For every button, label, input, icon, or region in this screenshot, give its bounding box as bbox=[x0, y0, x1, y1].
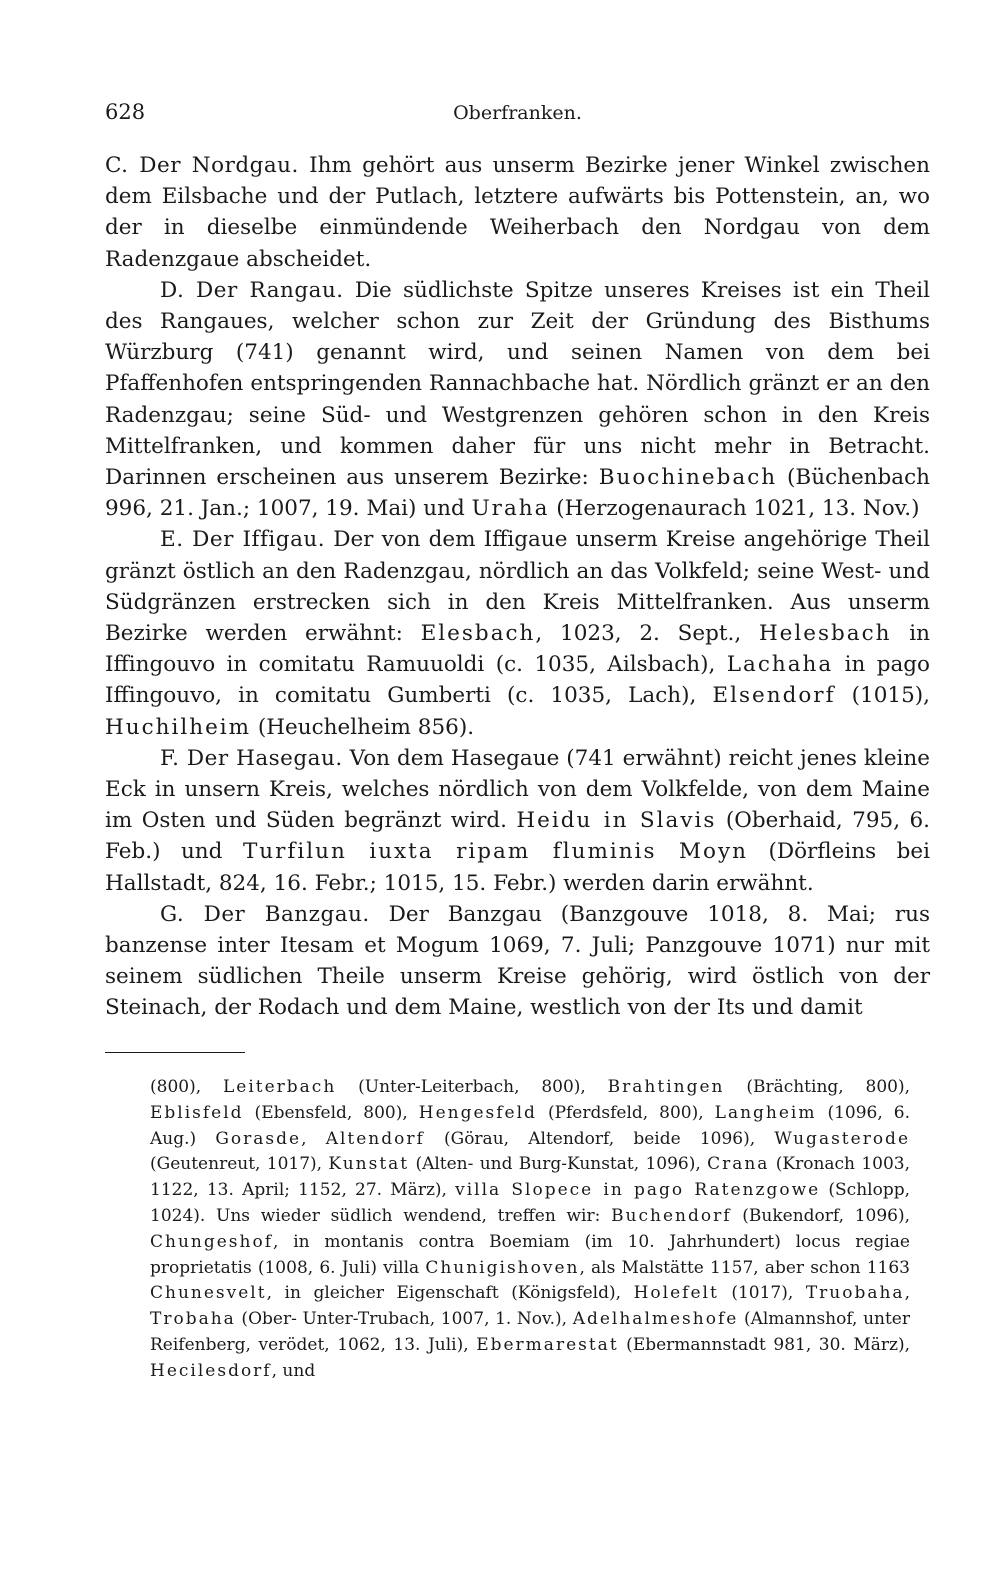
text: (Ebermannstadt 981, 30. März), bbox=[618, 1334, 910, 1355]
text: (Alten- und Burg-Kunstat, 1096), bbox=[409, 1154, 708, 1175]
footnote-paragraph bbox=[150, 1075, 910, 1385]
text: , bbox=[904, 1283, 910, 1304]
text: (Görau, Altendorf, beide 1096), bbox=[424, 1128, 775, 1149]
text: (Almannshof, unter Reifenberg, verödet, 1062, 13. Juli), bbox=[150, 1309, 910, 1355]
text: , und bbox=[271, 1360, 316, 1381]
text: (Unter-Leiterbach, 800), bbox=[336, 1077, 608, 1097]
place-name: Hecilesdorf bbox=[150, 1360, 272, 1381]
place-name: Huchilheim bbox=[105, 714, 252, 740]
paragraph-rangau bbox=[105, 275, 930, 525]
place-name: Gorasde bbox=[215, 1128, 302, 1149]
section-heading: C. Der Nordgau. bbox=[105, 153, 299, 178]
place-name: Truobaha bbox=[805, 1283, 905, 1304]
text: (Ebensfeld, 800), bbox=[243, 1102, 419, 1123]
paragraph-iffigau bbox=[105, 524, 930, 742]
place-name: Chunigishoven bbox=[425, 1257, 580, 1278]
text: , als Malstätte 1157, aber schon 1163 bbox=[579, 1257, 910, 1278]
text: (1017), bbox=[718, 1283, 806, 1304]
text: (Herzogenaurach 1021, 13. Nov.) bbox=[549, 496, 920, 522]
place-name: Trobaha bbox=[150, 1309, 236, 1330]
text: (Ober- Unter-Trubach, 1007, 1. Nov.), bbox=[235, 1309, 573, 1330]
footnote-rule bbox=[105, 1052, 245, 1053]
section-heading: G. Der Banzgau. bbox=[160, 901, 370, 927]
place-name: Altendorf bbox=[325, 1128, 425, 1149]
place-name: Hengesfeld bbox=[418, 1102, 537, 1123]
text: (Dörfleins bei Hallstadt, 824, 16. Febr.; 1015, 15. Febr.) werden darin erwähnt. bbox=[105, 839, 930, 896]
text: (800), bbox=[150, 1077, 223, 1097]
text: (Geutenreut, 1017), bbox=[150, 1154, 329, 1175]
place-name: Brahtingen bbox=[607, 1077, 725, 1097]
place-name: Crana bbox=[707, 1154, 770, 1175]
place-name: Chunesvelt bbox=[150, 1283, 267, 1304]
text: (Pferdsfeld, 800), bbox=[536, 1102, 715, 1123]
place-name: Buochinebach bbox=[598, 465, 778, 491]
text: (Brächting, 800), bbox=[724, 1077, 911, 1097]
place-name: Uraha bbox=[471, 496, 550, 522]
place-name: Elsendorf bbox=[712, 683, 836, 709]
text: , in gleicher Eigenschaft (Königsfeld), bbox=[266, 1283, 634, 1304]
text: , bbox=[301, 1128, 326, 1149]
text: (Oberhaid, 795, 6. Feb.) und bbox=[105, 808, 930, 865]
place-name: Helesbach bbox=[758, 621, 892, 647]
place-name: Adelhalmeshofe bbox=[572, 1309, 739, 1330]
text: in Iffingouvo in comitatu Ramuuoldi (c. 1035, Ailsbach), bbox=[105, 621, 931, 678]
page-header bbox=[105, 100, 930, 132]
text: Der von dem Iffigaue unserm Kreise angehörige Theil gränzt östlich an den Radenzgau, nördlich an das Volkfeld; seine West- und Südgränzen erstrecken sich in den Kreis Mittelfranken. Aus unserm Bezirke werden erwähnt: bbox=[105, 527, 931, 647]
text: Die südlichste Spitze unseres Kreises ist ein Theil des Rangaues, welcher schon zur Zeit der Gründung des Bisthums Würzburg (741) genannt wird, und seinen Namen von dem bei Pfaffenhofen entspringenden Rannachbache hat. Nördlich gränzt er an den Radenzgau; seine Süd- und Westgrenzen gehören schon in den Kreis Mittelfranken, und kommen daher für uns nicht mehr in Betracht. Darinnen erscheinen aus unserem Bezirke: bbox=[105, 277, 931, 491]
text: , 1023, 2. Sept., bbox=[535, 621, 759, 647]
place-name: Chungeshof bbox=[150, 1231, 273, 1252]
text: (1015), bbox=[835, 683, 930, 709]
text: (Heuchelheim 856). bbox=[251, 714, 475, 740]
paragraph-banzgau bbox=[105, 899, 930, 1024]
text: in pago Iffingouvo, in comitatu Gumberti (c. 1035, Lach), bbox=[105, 652, 930, 709]
paragraph-hasegau bbox=[105, 743, 930, 899]
place-name: Eblisfeld bbox=[150, 1102, 244, 1123]
place-name: Kunstat bbox=[328, 1154, 410, 1175]
text: (Büchenbach 996, 21. Jan.; 1007, 19. Mai) und bbox=[105, 465, 931, 522]
text: (Kronach 1003, 1122, 13. April; 1152, 27. März), bbox=[150, 1154, 910, 1201]
place-name: Holefelt bbox=[633, 1283, 719, 1304]
text: Von dem Hasegaue (741 erwähnt) reicht jenes kleine Eck in unsern Kreis, welches nördlich von dem Volkfelde, von dem Maine im Osten und Süden begränzt wird. bbox=[105, 745, 930, 834]
place-name: Buchendorf bbox=[611, 1205, 732, 1226]
page-number: 628 bbox=[105, 100, 146, 124]
text: Ihm gehört aus unserm Bezirke jener Winkel zwischen dem Eilsbache und der Putlach, letztere aufwärts bis Pottenstein, an, wo der in dieselbe einmündende Weiherbach den Nordgau von dem Radenzgaue abscheidet. bbox=[105, 153, 930, 272]
footnote bbox=[150, 1075, 910, 1385]
main-text bbox=[105, 150, 930, 1024]
place-name: Wugasterode bbox=[774, 1128, 910, 1149]
place-name: villa Slopece in pago Ratenzgowe bbox=[455, 1180, 821, 1201]
place-name: Turfilun iuxta ripam fluminis Moyn bbox=[242, 839, 748, 865]
place-name: Leiterbach bbox=[222, 1077, 337, 1097]
place-name: Langheim bbox=[714, 1102, 817, 1123]
section-heading: E. Der Iffigau. bbox=[160, 527, 326, 553]
text: (1096, 6. Aug.) bbox=[150, 1102, 910, 1149]
section-heading: D. Der Rangau. bbox=[160, 277, 344, 303]
paragraph-nordgau bbox=[105, 150, 930, 275]
running-title: Oberfranken. bbox=[453, 102, 582, 124]
place-name: Elesbach bbox=[420, 621, 536, 647]
place-name: Lachaha bbox=[726, 652, 834, 678]
section-heading: F. Der Hasegau. bbox=[160, 745, 343, 771]
text: (Bukendorf, 1096), bbox=[731, 1205, 910, 1226]
text: Der Banzgau (Banzgouve 1018, 8. Mai; rus banzense inter Itesam et Mogum 1069, 7. Juli; Panzgouve 1071) nur mit seinem südlichen Theile unserm Kreise gehörig, wird östlich von der Steinach, der Rodach und dem Maine, westlich von der Its und damit bbox=[105, 901, 930, 1021]
text: (Schlopp, 1024). Uns wieder südlich wendend, treffen wir: bbox=[150, 1180, 910, 1226]
text: , in montanis contra Boemiam (im 10. Jahrhundert) locus regiae proprietatis (1008, 6. Juli) villa bbox=[150, 1231, 910, 1278]
place-name: Heidu in Slavis bbox=[516, 808, 717, 834]
place-name: Ebermarestat bbox=[476, 1334, 619, 1355]
